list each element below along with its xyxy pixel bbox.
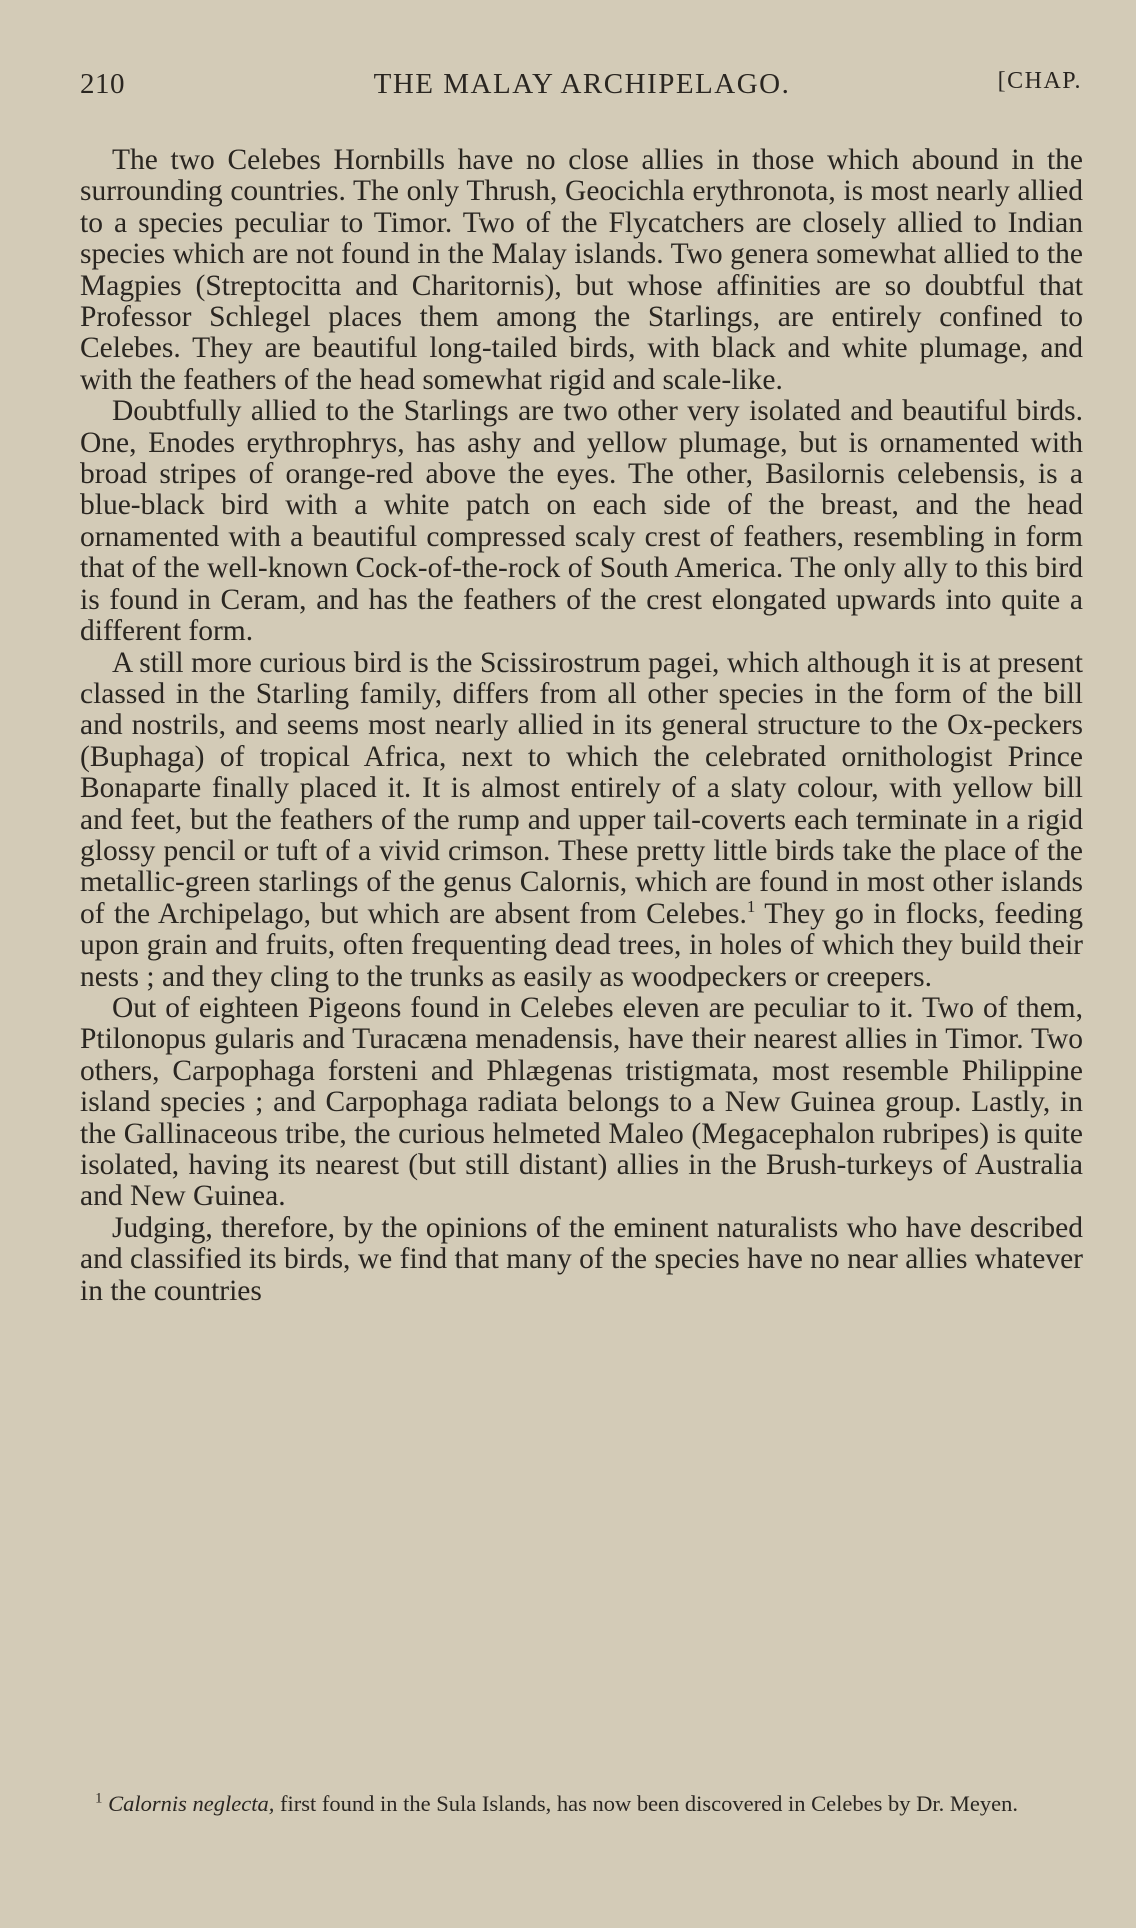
- footnote-text: first found in the Sula Islands, has now been discovered in Celebes by Dr. Meyen.: [274, 1791, 1018, 1816]
- paragraph-text-continued: They go in flocks, feeding upon grain and fruits, often frequenting dead trees, in holes of which they build their nests ; and they cling to the trunks as easily as woodpeckers or creepers.: [80, 897, 1083, 993]
- footnote-reference[interactable]: 1: [746, 896, 756, 916]
- chapter-mark: [CHAP.: [997, 68, 1082, 94]
- paragraph-scissirostrum: [80, 648, 1083, 993]
- page-number: 210: [80, 68, 125, 100]
- paragraph-starlings: [80, 396, 1083, 647]
- body-text: [80, 145, 1083, 1307]
- paragraph-text: The two Celebes Hornbills have no close allies in those which abound in the surrounding countries. The only Thrush, Geocichla erythronota, is most nearly allied to a species peculiar to Timor. Two of the Flycatchers are closely allied to Indian species which are not found in the Malay islands. Two genera somewhat allied to the Magpies (Streptocitta and Charitornis), but whose affinities are so doubtful that Professor Schlegel places them among the Starlings, are entirely confined to Celebes. They are beautiful long-tailed birds, with black and white plumage, and with the feathers of the head somewhat rigid and scale-like.: [80, 144, 1083, 396]
- footnote-mark: 1: [95, 1790, 103, 1807]
- paragraph-judging: [80, 1213, 1083, 1307]
- paragraph-text: Judging, therefore, by the opinions of the eminent naturalists who have described and classified its birds, we find that many of the species have no near allies whatever in the countries: [80, 1211, 1083, 1307]
- page-header: [80, 68, 1084, 108]
- paragraph-text: Out of eighteen Pigeons found in Celebes eleven are peculiar to it. Two of them, Ptilonopus gularis and Turacæna menadensis, have their nearest allies in Timor. Two others, Carpophaga forsteni and Phlægenas tristigmata, most resemble Philippine island species ; and Carpophaga radiata belongs to a New Guinea group. Lastly, in the Gallinaceous tribe, the curious helmeted Maleo (Megacephalon rubripes) is quite isolated, having its nearest (but still distant) allies in the Brush-turkeys of Australia and New Guinea.: [80, 991, 1083, 1213]
- footnote: [80, 1791, 1083, 1816]
- paragraph-pigeons: [80, 993, 1083, 1213]
- running-title: THE MALAY ARCHIPELAGO.: [373, 68, 791, 100]
- footnote-species-name: Calornis neglecta,: [108, 1791, 275, 1816]
- paragraph-text: Doubtfully allied to the Starlings are two other very isolated and beautiful birds. One, Enodes erythrophrys, has ashy and yellow plumage, but is ornamented with broad stripes of orange-red above the eyes. The other, Basilornis celebensis, is a blue-black bird with a white patch on each side of the breast, and the head ornamented with a beautiful compressed scaly crest of feathers, resembling in form that of the well-known Cock-of-the-rock of South America. The only ally to this bird is found in Ceram, and has the feathers of the crest elongated upwards into quite a different form.: [80, 395, 1083, 648]
- paragraph-hornbills: [80, 145, 1083, 396]
- paragraph-text: A still more curious bird is the Scissirostrum pagei, which although it is at present classed in the Starling family, differs from all other species in the form of the bill and nostrils, and seems most nearly allied in its general structure to the Ox-peckers (Buphaga) of tropical Africa, next to which the celebrated ornithologist Prince Bonaparte finally placed it. It is almost entirely of a slaty colour, with yellow bill and feet, but the feathers of the rump and upper tail-coverts each terminate in a rigid glossy pencil or tuft of a vivid crimson. These pretty little birds take the place of the metallic-green starlings of the genus Calornis, which are found in most other islands of the Archipelago, but which are absent from Celebes.: [80, 646, 1083, 930]
